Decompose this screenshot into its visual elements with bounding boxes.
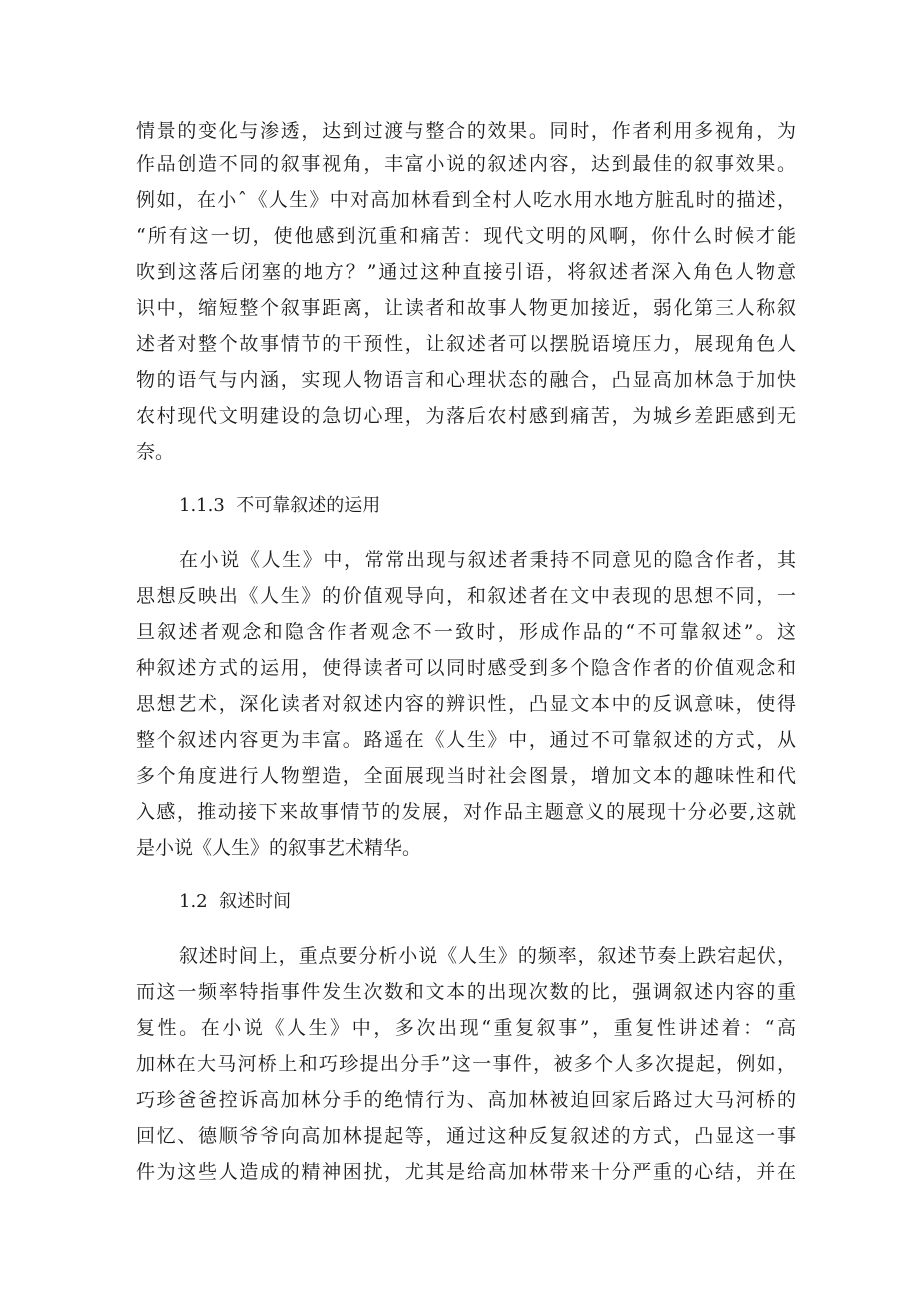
paragraph-line: 而这一频率特指事件发生次数和文本的出现次数的比，强调叙述内容的重 xyxy=(136,981,796,1003)
paragraph-line: 吹到这落后闭塞的地方？”通过这种直接引语，将叙述者深入角色人物意 xyxy=(136,261,796,283)
paragraph-line: 种叙述方式的运用，使得读者可以同时感受到多个隐含作者的价值观念和 xyxy=(136,657,796,679)
section-number: 1.1.3 xyxy=(179,495,225,516)
section-title: 不可靠叙述的运用 xyxy=(236,495,381,516)
section-number: 1.2 xyxy=(179,891,208,912)
paragraph-line: 识中，缩短整个叙事距离，让读者和故事人物更加接近，弱化第三人称叙 xyxy=(136,297,796,319)
paragraph-line: 加林在大马河桥上和巧珍提出分手”这一事件，被多个人多次提起，例如， xyxy=(136,1053,796,1075)
paragraph-line: 农村现代文明建设的急切心理，为落后农村感到痛苦，为城乡差距感到无 xyxy=(136,405,796,427)
paragraph-line: 物的语气与内涵，实现人物语言和心理状态的融合，凸显高加林急于加快 xyxy=(136,369,796,391)
paragraph-line: “所有这一切，使他感到沉重和痛苦：现代文明的风啊，你什么时候才能 xyxy=(136,225,796,247)
paragraph-line: 旦叙述者观念和隐含作者观念不一致时，形成作品的“不可靠叙述”。这 xyxy=(136,621,796,643)
section-heading xyxy=(179,495,380,517)
paragraph-line: 奈。 xyxy=(136,441,175,463)
paragraph-line: 件为这些人造成的精神困扰，尤其是给高加林带来十分严重的心结，并在 xyxy=(136,1161,796,1183)
paragraph-line: 多个角度进行人物塑造，全面展现当时社会图景，增加文本的趣味性和代 xyxy=(136,765,796,787)
paragraph-line: 思想反映出《人生》的价值观导向，和叙述者在文中表现的思想不同，一 xyxy=(136,585,796,607)
paragraph-line: 是小说《人生》的叙事艺术精华。 xyxy=(136,837,422,859)
paragraph-line: 述者对整个故事情节的干预性，让叙述者可以摆脱语境压力，展现角色人 xyxy=(136,333,796,355)
section-heading xyxy=(179,891,291,913)
paragraph-line: 作品创造不同的叙事视角，丰富小说的叙述内容，达到最佳的叙事效果。 xyxy=(136,153,796,175)
paragraph-line: 思想艺术，深化读者对叙述内容的辨识性，凸显文本中的反讽意味，使得 xyxy=(136,693,796,715)
paragraph-line: 叙述时间上，重点要分析小说《人生》的频率，叙述节奏上跌宕起伏， xyxy=(179,945,796,967)
paragraph-line: 情景的变化与渗透，达到过渡与整合的效果。同时，作者利用多视角，为 xyxy=(136,120,796,142)
paragraph-line: 回忆、德顺爷爷向高加林提起等，通过这种反复叙述的方式，凸显这一事 xyxy=(136,1125,796,1147)
paragraph-line: 在小说《人生》中，常常出现与叙述者秉持不同意见的隐含作者，其 xyxy=(179,549,796,571)
paragraph-line: 巧珍爸爸控诉高加林分手的绝情行为、高加林被迫回家后路过大马河桥的 xyxy=(136,1089,796,1111)
paragraph-line: 入感，推动接下来故事情节的发展，对作品主题意义的展现十分必要,这就 xyxy=(136,801,796,823)
paragraph-line: 整个叙述内容更为丰富。路遥在《人生》中，通过不可靠叙述的方式，从 xyxy=(136,729,796,751)
paragraph-line: 复性。在小说《人生》中，多次出现“重复叙事”，重复性讲述着：“高 xyxy=(136,1017,796,1039)
section-title: 叙述时间 xyxy=(219,891,292,912)
paragraph-line: 例如，在小ˆ《人生》中对高加林看到全村人吃水用水地方脏乱时的描述， xyxy=(136,189,796,211)
